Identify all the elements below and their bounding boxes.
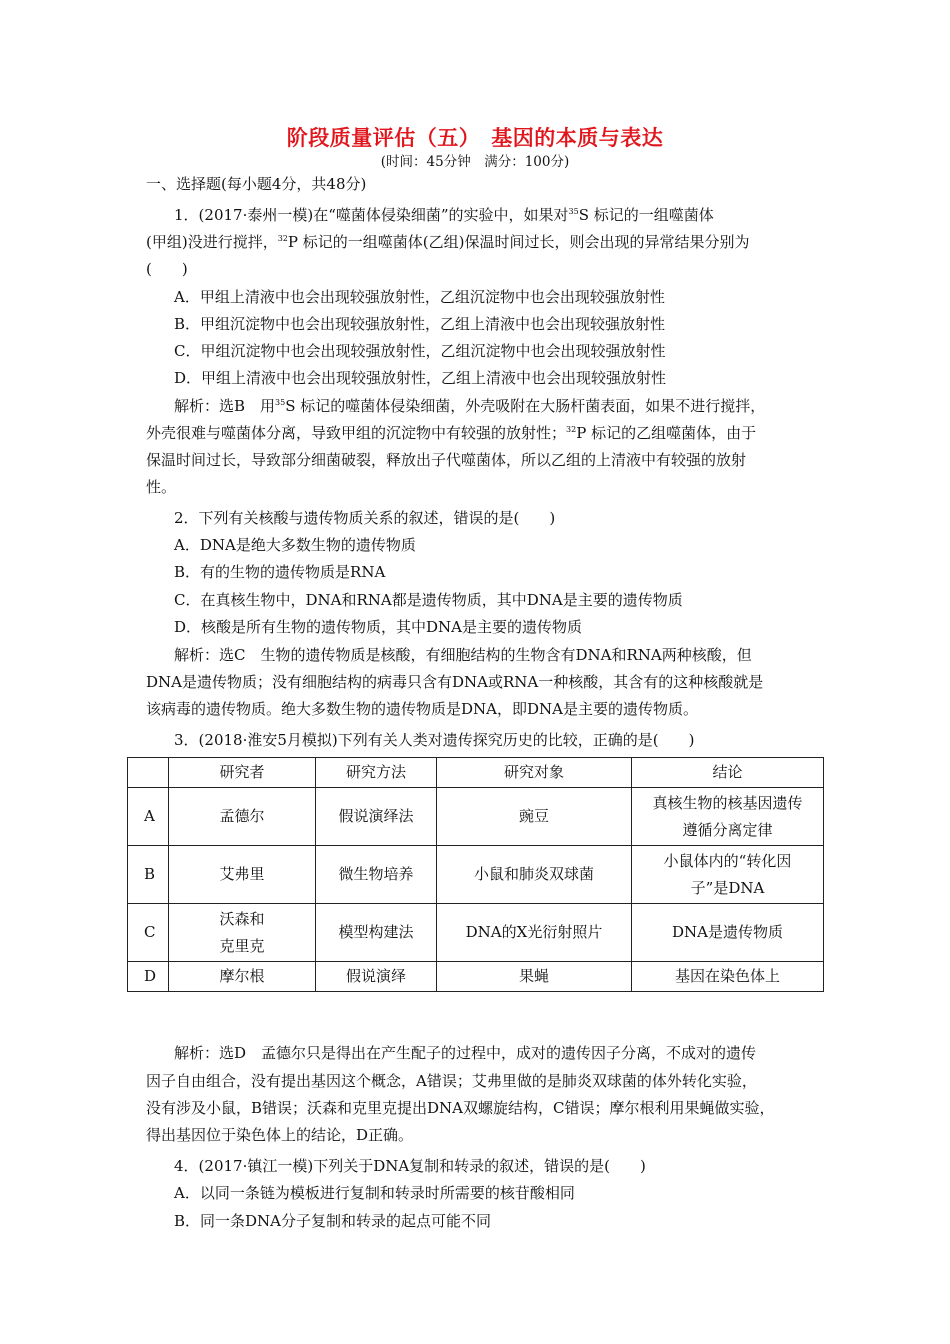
- method-cell: 模型构建法: [316, 904, 437, 962]
- method-cell: 微生物培养: [316, 846, 437, 904]
- table-header-cell: 结论: [632, 758, 824, 788]
- row-label: A: [128, 788, 169, 846]
- object-cell: 果蝇: [437, 962, 632, 992]
- table-header-row: [128, 758, 824, 788]
- researcher-cell: 沃森和 克里克: [169, 904, 316, 962]
- method-cell: 假说演绎法: [316, 788, 437, 846]
- q4-option-a: A．以同一条链为模板进行复制和转录时所需要的核苷酸相同: [174, 1184, 575, 1202]
- row-label: D: [128, 962, 169, 992]
- method-cell: 假说演绎: [316, 962, 437, 992]
- q1-stem-line2: (甲组)没进行搅拌，$^{32}$P 标记的一组噬菌体(乙组)保温时间过长，则会出现的异常结果分别为: [146, 233, 750, 251]
- q3-stem: 3．(2018·淮安5月模拟)下列有关人类对遗传探究历史的比较，正确的是( ): [174, 731, 695, 749]
- q1-stem-line3: ( ): [146, 260, 188, 278]
- object-cell: 小鼠和肺炎双球菌: [437, 846, 632, 904]
- q3-explanation-line1: 解析：选D 孟德尔只是得出在产生配子的过程中，成对的遗传因子分离，不成对的遗传: [174, 1044, 757, 1062]
- q1-explanation-line3: 保温时间过长，导致部分细菌破裂，释放出子代噬菌体，所以乙组的上清液中有较强的放射: [146, 451, 747, 469]
- table-row: [128, 962, 824, 992]
- q2-option-d: D．核酸是所有生物的遗传物质，其中DNA是主要的遗传物质: [174, 618, 583, 636]
- q1-option-a: A．甲组上清液中也会出现较强放射性，乙组沉淀物中也会出现较强放射性: [174, 288, 665, 306]
- q2-explanation-line2: DNA是遗传物质；没有细胞结构的病毒只含有DNA或RNA一种核酸，其含有的这种核酸就是: [146, 673, 764, 691]
- q1-explanation-line2: 外壳很难与噬菌体分离，导致甲组的沉淀物中有较强的放射性；$^{32}$P 标记的乙组噬菌体，由于: [146, 424, 757, 442]
- researcher-cell: 摩尔根: [169, 962, 316, 992]
- conclusion-cell: 基因在染色体上: [632, 962, 824, 992]
- conclusion-cell: 小鼠体内的“转化因 子”是DNA: [632, 846, 824, 904]
- q3-explanation-line3: 没有涉及小鼠，B错误；沃森和克里克提出DNA双螺旋结构，C错误；摩尔根利用果蝇做实验，: [146, 1099, 775, 1117]
- q4-stem: 4．(2017·镇江一模)下列关于DNA复制和转录的叙述，错误的是( ): [174, 1157, 646, 1175]
- object-cell: DNA的X光衍射照片: [437, 904, 632, 962]
- q3-explanation-line2: 因子自由组合，没有提出基因这个概念，A错误；艾弗里做的是肺炎双球菌的体外转化实验，: [146, 1072, 757, 1090]
- q2-explanation-line1: 解析：选C 生物的遗传物质是核酸，有细胞结构的生物含有DNA和RNA两种核酸，但: [174, 646, 752, 664]
- q4-option-b: B．同一条DNA分子复制和转录的起点可能不同: [174, 1212, 492, 1230]
- conclusion-cell: DNA是遗传物质: [632, 904, 824, 962]
- row-label: C: [128, 904, 169, 962]
- object-cell: 豌豆: [437, 788, 632, 846]
- comparison-table: [127, 757, 824, 992]
- q1-option-c: C．甲组沉淀物中也会出现较强放射性，乙组沉淀物中也会出现较强放射性: [174, 342, 666, 360]
- researcher-cell: 艾弗里: [169, 846, 316, 904]
- q2-explanation-line3: 该病毒的遗传物质。绝大多数生物的遗传物质是DNA，即DNA是主要的遗传物质。: [146, 700, 698, 718]
- q3-explanation-line4: 得出基因位于染色体上的结论，D正确。: [146, 1126, 414, 1144]
- table-header-cell: 研究对象: [437, 758, 632, 788]
- conclusion-cell: 真核生物的核基因遗传 遵循分离定律: [632, 788, 824, 846]
- q2-option-b: B．有的生物的遗传物质是RNA: [174, 563, 386, 581]
- table-row: [128, 904, 824, 962]
- q1-option-b: B．甲组沉淀物中也会出现较强放射性，乙组上清液中也会出现较强放射性: [174, 315, 666, 333]
- q1-option-d: D．甲组上清液中也会出现较强放射性，乙组上清液中也会出现较强放射性: [174, 369, 667, 387]
- page-subtitle: (时间：45分钟 满分：100分): [380, 154, 570, 170]
- table-header-cell: 研究方法: [316, 758, 437, 788]
- table-row: [128, 788, 824, 846]
- q2-option-a: A．DNA是绝大多数生物的遗传物质: [174, 536, 416, 554]
- page-title: 阶段质量评估（五） 基因的本质与表达: [286, 126, 664, 150]
- q2-option-c: C．在真核生物中，DNA和RNA都是遗传物质，其中DNA是主要的遗传物质: [174, 591, 683, 609]
- section-heading: 一、选择题(每小题4分，共48分): [146, 175, 367, 193]
- table-header-cell: [128, 758, 169, 788]
- q1-explanation-line1: 解析：选B 用$^{35}$S 标记的噬菌体侵染细菌，外壳吸附在大肠杆菌表面，如果不进行搅拌，: [174, 397, 766, 415]
- table-header-cell: 研究者: [169, 758, 316, 788]
- researcher-cell: 孟德尔: [169, 788, 316, 846]
- row-label: B: [128, 846, 169, 904]
- table-row: [128, 846, 824, 904]
- q1-explanation-line4: 性。: [146, 478, 177, 496]
- q1-stem-line1: 1．(2017·泰州一模)在“噬菌体侵染细菌”的实验中，如果对$^{35}$S 标记的一组噬菌体: [174, 206, 714, 224]
- q2-stem: 2．下列有关核酸与遗传物质关系的叙述，错误的是( ): [174, 509, 556, 527]
